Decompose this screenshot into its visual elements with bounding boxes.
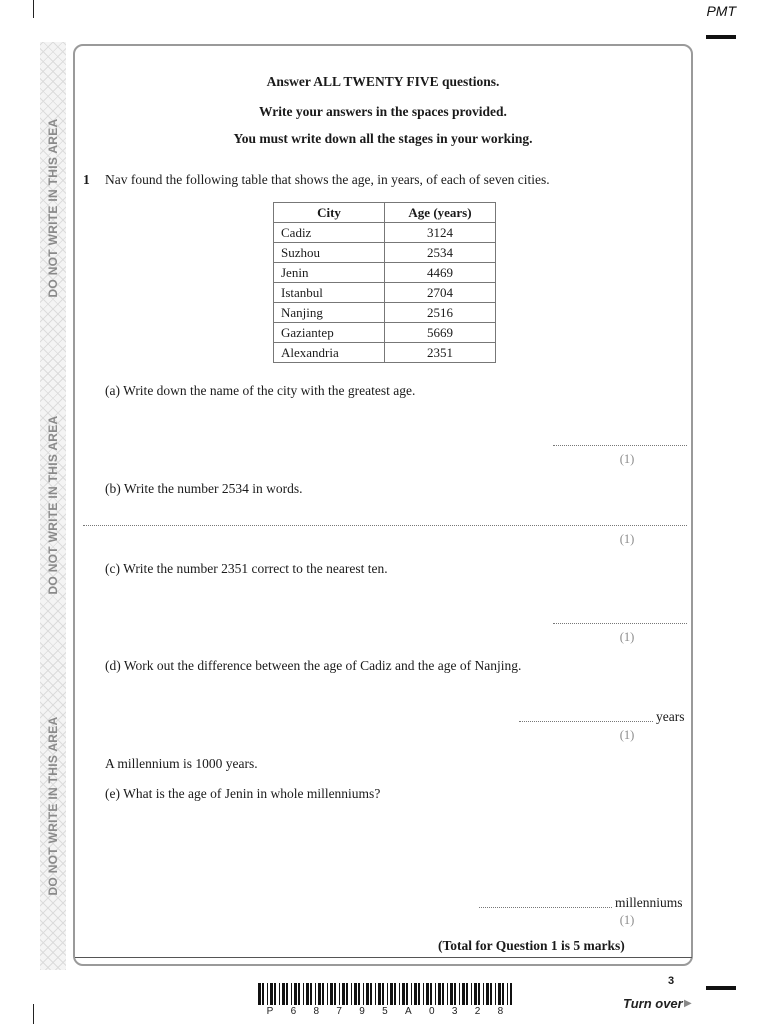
instruction-write-answers: Write your answers in the spaces provided.: [259, 104, 507, 119]
age-cell: 2704: [385, 283, 496, 303]
age-cell: 2516: [385, 303, 496, 323]
city-cell: Nanjing: [274, 303, 385, 323]
table-header-row: [274, 203, 496, 223]
part-b-text: (b) Write the number 2534 in words.: [105, 481, 303, 496]
age-cell: 5669: [385, 323, 496, 343]
city-cell: Cadiz: [274, 223, 385, 243]
part-a-mark: (1): [619, 452, 635, 466]
barcode-char: 0: [429, 1006, 435, 1017]
city-cell: Alexandria: [274, 343, 385, 363]
city-cell: Gaziantep: [274, 323, 385, 343]
age-cell: 2351: [385, 343, 496, 363]
barcode-char: 8: [313, 1006, 320, 1017]
part-d-text: (d) Work out the difference between the age of Cadiz and the age of Nanjing.: [105, 658, 522, 673]
part-e-intro: A millennium is 1000 years.: [105, 756, 258, 771]
city-cell: Jenin: [274, 263, 385, 283]
barcode-char: 2: [474, 1006, 481, 1017]
part-a-answer-line[interactable]: [553, 445, 687, 446]
barcode-char: P: [266, 1006, 274, 1017]
city-age-table: [273, 202, 496, 363]
pmt-label: PMT: [706, 3, 736, 19]
barcode-char: 3: [451, 1006, 458, 1017]
part-e-mark: (1): [619, 913, 635, 927]
barcode-char: 7: [336, 1006, 342, 1017]
barcode-char: 6: [290, 1006, 297, 1017]
turn-over-label: Turn over: [623, 996, 683, 1011]
question-text: Nav found the following table that shows the age, in years, of each of seven cities.: [105, 172, 550, 187]
part-d-mark: (1): [619, 728, 635, 742]
bottom-rule: [75, 957, 692, 958]
footer-bar: [706, 986, 736, 990]
part-c-answer-line[interactable]: [553, 623, 687, 624]
table-row: [274, 283, 496, 303]
crop-mark-top: [33, 0, 34, 18]
header-bar: [706, 35, 736, 39]
part-b-mark: (1): [619, 532, 635, 546]
barcode-char: 8: [497, 1006, 504, 1017]
turn-over-arrow-icon: ▶: [684, 998, 692, 1009]
barcode-char: A: [405, 1006, 412, 1017]
column-header-city: City: [274, 203, 385, 223]
part-c-text: (c) Write the number 2351 correct to the nearest ten.: [105, 561, 388, 576]
part-d-answer-line[interactable]: [519, 721, 653, 722]
age-cell: 2534: [385, 243, 496, 263]
age-cell: 3124: [385, 223, 496, 243]
part-b-answer-line[interactable]: [83, 525, 687, 526]
question-total: (Total for Question 1 is 5 marks): [438, 938, 625, 953]
table-row: [274, 343, 496, 363]
city-cell: Istanbul: [274, 283, 385, 303]
barcode-char: 5: [382, 1006, 388, 1017]
table-row: [274, 263, 496, 283]
instruction-answer-all: Answer ALL TWENTY FIVE questions.: [266, 74, 500, 89]
table-row: [274, 243, 496, 263]
table-row: [274, 323, 496, 343]
part-c-mark: (1): [619, 630, 635, 644]
table-row: [274, 303, 496, 323]
part-e-text: (e) What is the age of Jenin in whole millenniums?: [105, 786, 381, 801]
crop-mark-bottom: [33, 1004, 34, 1024]
question-number: 1: [83, 172, 90, 187]
part-a-text: (a) Write down the name of the city with the greatest age.: [105, 383, 416, 398]
age-cell: 4469: [385, 263, 496, 283]
city-cell: Suzhou: [274, 243, 385, 263]
column-header-age: Age (years): [385, 203, 496, 223]
part-e-unit: millenniums: [615, 895, 683, 910]
barcode-text: [258, 1006, 512, 1017]
part-d-unit: years: [656, 709, 685, 724]
part-e-answer-line[interactable]: [479, 907, 612, 908]
barcode-char: 9: [359, 1006, 365, 1017]
table-row: [274, 223, 496, 243]
instruction-show-working: You must write down all the stages in your working.: [233, 131, 533, 146]
barcode: [258, 983, 512, 1005]
page-number: 3: [668, 975, 675, 987]
